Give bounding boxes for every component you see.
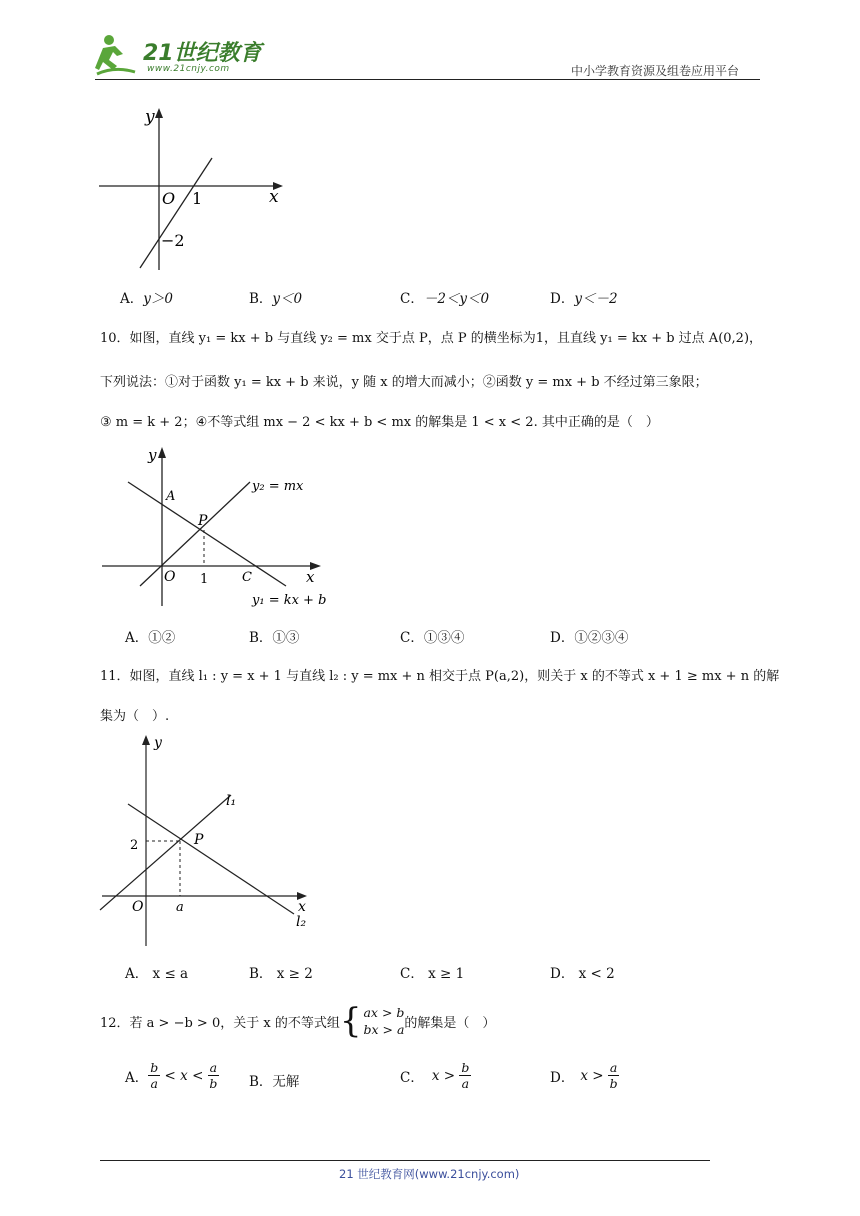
logo-url: www.21cnjy.com: [147, 64, 230, 74]
q10-line-1: 10．如图，直线 y₁ = kx + b 与直线 y₂ = mx 交于点 P，点 P 的横坐标为1，且直线 y₁ = kx + b 过点 A(0,2)，: [100, 331, 763, 346]
site-logo: [95, 30, 265, 78]
q9-line: [140, 158, 212, 268]
logo-text: 21世纪教育: [143, 41, 262, 66]
q9-origin: O: [162, 189, 176, 208]
header-right-text: 中小学教育资源及组卷应用平台: [571, 64, 740, 78]
q12-option-a[interactable]: A． $\frac{b}{a}$ < x < $\frac{a}{b}$: [125, 1060, 218, 1091]
q11-line-2: 集为（ ）.: [100, 709, 170, 724]
q9-option-d[interactable]: D．y＜－2: [550, 291, 618, 307]
line-y2: [140, 482, 250, 586]
q10-option-d[interactable]: D．①②③④: [550, 630, 629, 646]
q11-tick-2: 2: [130, 838, 139, 853]
q10-point-p: P: [198, 513, 208, 529]
q10-point-c: C: [242, 570, 252, 585]
q11-label-l1: l₁: [226, 793, 237, 809]
q11-option-d[interactable]: D． x < 2: [550, 966, 615, 982]
q9-x-label: x: [269, 187, 279, 207]
q12-stem: 12．若 a > −b > 0，关于 x 的不等式组 { ax > b bx > a 的解集是（ ）: [100, 1001, 496, 1041]
q10-label-y2: y₂ = mx: [252, 479, 304, 494]
q10-tick-1: 1: [200, 572, 209, 587]
q11-tick-a: a: [176, 900, 184, 915]
q9-x-tick: 1: [192, 189, 203, 208]
q12-system: { ax > b bx > a: [339, 1001, 405, 1041]
line-l1: [100, 795, 231, 910]
q10-line-3: ③ m = k + 2；④不等式组 mx − 2 < kx + b < mx 的解集是 1 < x < 2. 其中正确的是（ ）: [100, 415, 659, 430]
q12-option-c[interactable]: C． x > $\frac{b}{a}$: [400, 1060, 470, 1091]
q9-graph: [95, 100, 295, 275]
q11-option-a[interactable]: A． x ≤ a: [125, 966, 189, 982]
q9-option-a[interactable]: A．y＞0: [120, 291, 173, 307]
q10-point-a: A: [166, 489, 176, 504]
q11-graph: [98, 730, 318, 950]
q9-option-b[interactable]: B．y＜0: [249, 291, 303, 307]
q11-label-l2: l₂: [296, 914, 307, 930]
q10-y-label: y: [148, 446, 157, 464]
q10-option-c[interactable]: C．①③④: [400, 630, 465, 646]
line-y1: [128, 482, 286, 586]
footer-text: 21 世纪教育网(www.21cnjy.com): [339, 1167, 520, 1181]
q12-option-b[interactable]: B．无解: [249, 1074, 300, 1090]
q11-x-label: x: [298, 899, 306, 915]
y-arrow-icon: [158, 447, 166, 458]
line-l2: [128, 804, 294, 914]
q10-origin: O: [164, 569, 176, 585]
q11-origin: O: [132, 899, 144, 915]
q12-option-d[interactable]: D． x > $\frac{a}{b}$: [550, 1060, 618, 1091]
q10-label-y1: y₁ = kx + b: [252, 593, 327, 608]
q10-line-2: 下列说法：①对于函数 y₁ = kx + b 来说，y 随 x 的增大而减小；②函数 y = mx + b 不经过第三象限；: [100, 375, 708, 390]
q10-graph: [98, 442, 348, 612]
footer-rule: [100, 1160, 710, 1161]
q11-option-c[interactable]: C． x ≥ 1: [400, 966, 465, 982]
q9-y-tick: −2: [161, 231, 185, 250]
q9-option-c[interactable]: C．－2＜y＜0: [400, 291, 490, 307]
q10-option-b[interactable]: B．①③: [249, 630, 300, 646]
q10-option-a[interactable]: A．①②: [125, 630, 176, 646]
y-arrow-icon: [155, 108, 163, 118]
q9-y-label: y: [145, 107, 155, 127]
q11-option-b[interactable]: B． x ≥ 2: [249, 966, 313, 982]
q11-y-label: y: [154, 735, 162, 751]
y-arrow-icon: [142, 735, 150, 745]
header-rule: [95, 79, 760, 80]
q11-point-p: P: [194, 832, 204, 848]
q11-line-1: 11．如图，直线 l₁ : y = x + 1 与直线 l₂ : y = mx + n 相交于点 P(a,2)，则关于 x 的不等式 x + 1 ≥ mx + n 的解: [100, 669, 780, 684]
q10-x-label: x: [306, 568, 315, 586]
